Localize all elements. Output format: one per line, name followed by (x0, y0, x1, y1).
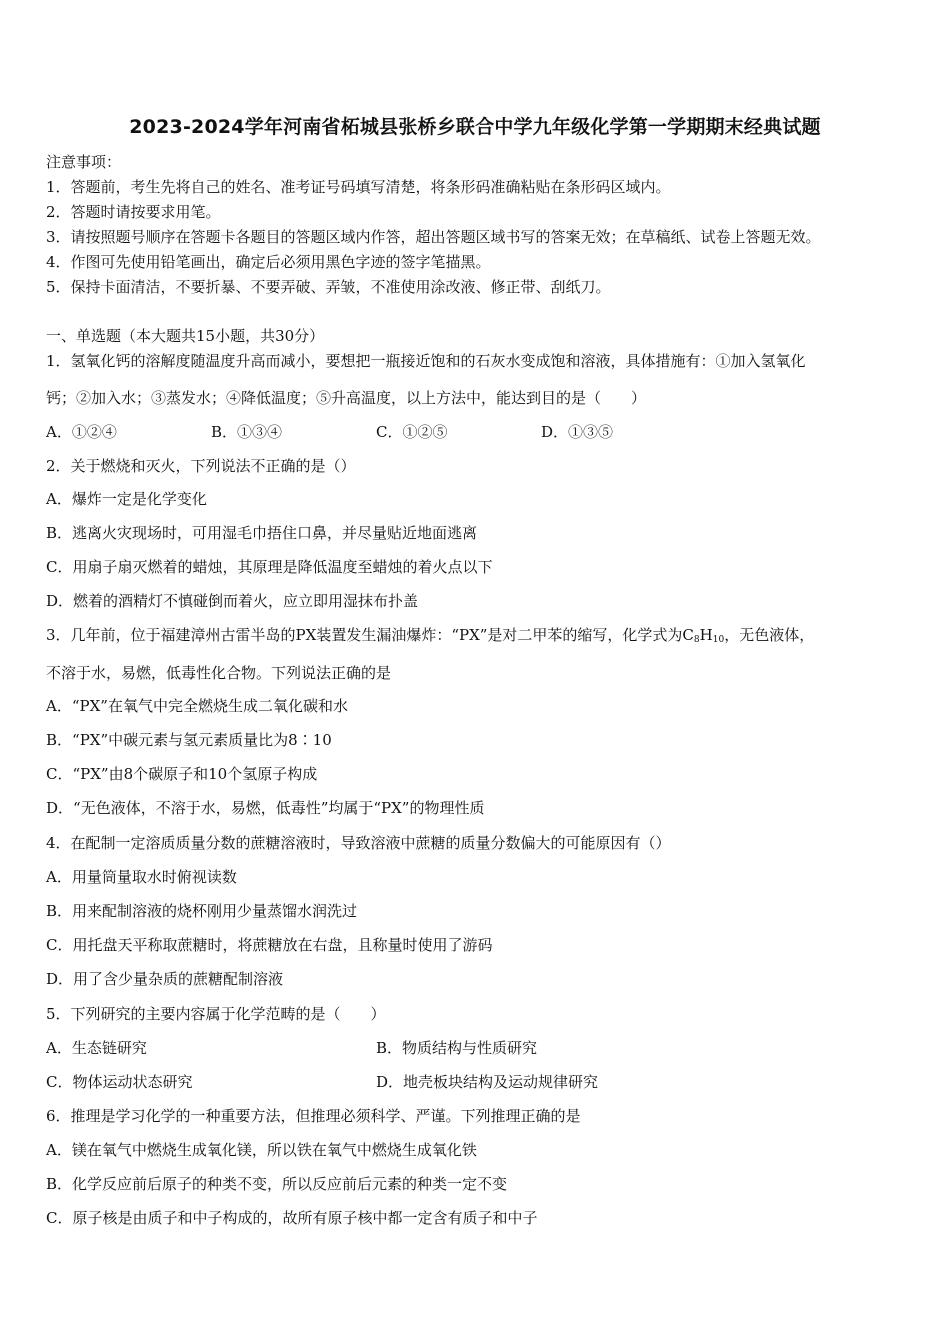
question-1-option-b: B．①③④ (211, 423, 283, 441)
question-4-stem: 4．在配制一定溶质质量分数的蔗糖溶液时，导致溶液中蔗糖的质量分数偏大的可能原因有（） (46, 834, 671, 852)
question-3-option-a: A．“PX”在氧气中完全燃烧生成二氧化碳和水 (46, 697, 348, 715)
question-1-option-d: D．①③⑤ (541, 423, 614, 441)
question-3-option-b: B．“PX”中碳元素与氢元素质量比为8∶10 (46, 731, 332, 749)
question-6-option-b: B．化学反应前后原子的种类不变，所以反应前后元素的种类一定不变 (46, 1175, 508, 1193)
document-title: 2023-2024学年河南省柘城县张桥乡联合中学九年级化学第一学期期末经典试题 (129, 116, 821, 138)
notice-item: 1．答题前，考生先将自己的姓名、准考证号码填写清楚，将条形码准确粘贴在条形码区域内。 (46, 178, 671, 196)
question-1-option-c: C．①②⑤ (376, 423, 448, 441)
question-2-stem: 2．关于燃烧和灭火，下列说法不正确的是（） (46, 457, 356, 475)
question-5-option-d: D．地壳板块结构及运动规律研究 (376, 1073, 599, 1091)
question-3-stem-text: 3．几年前，位于福建漳州古雷半岛的PX装置发生漏油爆炸：“PX”是对二甲苯的缩写，化学式为C (46, 626, 694, 644)
notice-item: 5．保持卡面清洁，不要折暴、不要弄破、弄皱，不准使用涂改液、修正带、刮纸刀。 (46, 278, 611, 296)
notice-item: 3．请按照题号顺序在答题卡各题目的答题区域内作答，超出答题区域书写的答案无效；在草稿纸、试卷上答题无效。 (46, 228, 821, 246)
question-3-stem-text-end: ，无色液体， (724, 626, 815, 644)
question-4-option-d: D．用了含少量杂质的蔗糖配制溶液 (46, 970, 284, 988)
question-2-option-d: D．燃着的酒精灯不慎碰倒而着火，应立即用湿抹布扑盖 (46, 592, 419, 610)
section-heading: 一、单选题（本大题共15小题，共30分） (46, 327, 325, 345)
question-2-option-a: A．爆炸一定是化学变化 (46, 490, 207, 508)
question-2-option-c: C．用扇子扇灭燃着的蜡烛，其原理是降低温度至蜡烛的着火点以下 (46, 558, 493, 576)
question-5-option-a: A．生态链研究 (46, 1039, 147, 1057)
question-1-stem-cont: 钙；②加入水；③蒸发水；④降低温度；⑤升高温度，以上方法中，能达到目的是（ ） (46, 389, 647, 407)
question-4-option-c: C．用托盘天平称取蔗糖时，将蔗糖放在右盘，且称量时使用了游码 (46, 936, 493, 954)
question-3-stem (46, 625, 814, 650)
formula-subscript: 8 (693, 635, 700, 645)
formula-element: H (699, 626, 713, 644)
question-1-option-a: A．①②④ (46, 423, 117, 441)
question-4-option-a: A．用量筒量取水时俯视读数 (46, 868, 237, 886)
question-3-option-c: C．“PX”由8个碳原子和10个氢原子构成 (46, 765, 318, 783)
question-3-stem-cont: 不溶于水，易燃，低毒性化合物。下列说法正确的是 (46, 664, 392, 682)
question-5-option-b: B．物质结构与性质研究 (376, 1039, 538, 1057)
question-6-stem: 6．推理是学习化学的一种重要方法，但推理必须科学、严谨。下列推理正确的是 (46, 1107, 581, 1125)
question-1-stem: 1．氢氧化钙的溶解度随温度升高而减小，要想把一瓶接近饱和的石灰水变成饱和溶液，具体措施有：①加入氢氧化 (46, 352, 806, 370)
question-2-option-b: B．逃离火灾现场时，可用湿毛巾捂住口鼻，并尽量贴近地面逃离 (46, 524, 478, 542)
question-3-option-d: D．“无色液体，不溶于水，易燃，低毒性”均属于“PX”的物理性质 (46, 799, 485, 817)
notice-heading: 注意事项： (46, 153, 122, 171)
question-6-option-a: A．镁在氧气中燃烧生成氧化镁，所以铁在氧气中燃烧生成氧化铁 (46, 1141, 477, 1159)
notice-item: 2．答题时请按要求用笔。 (46, 203, 221, 221)
question-4-option-b: B．用来配制溶液的烧杯刚用少量蒸馏水润洗过 (46, 902, 358, 920)
question-6-option-c: C．原子核是由质子和中子构成的，故所有原子核中都一定含有质子和中子 (46, 1209, 538, 1227)
notice-item: 4．作图可先使用铅笔画出，确定后必须用黑色字迹的签字笔描黑。 (46, 253, 491, 271)
question-5-stem: 5．下列研究的主要内容属于化学范畴的是（ ） (46, 1005, 386, 1023)
question-5-option-c: C．物体运动状态研究 (46, 1073, 193, 1091)
formula-subscript: 10 (712, 635, 725, 645)
